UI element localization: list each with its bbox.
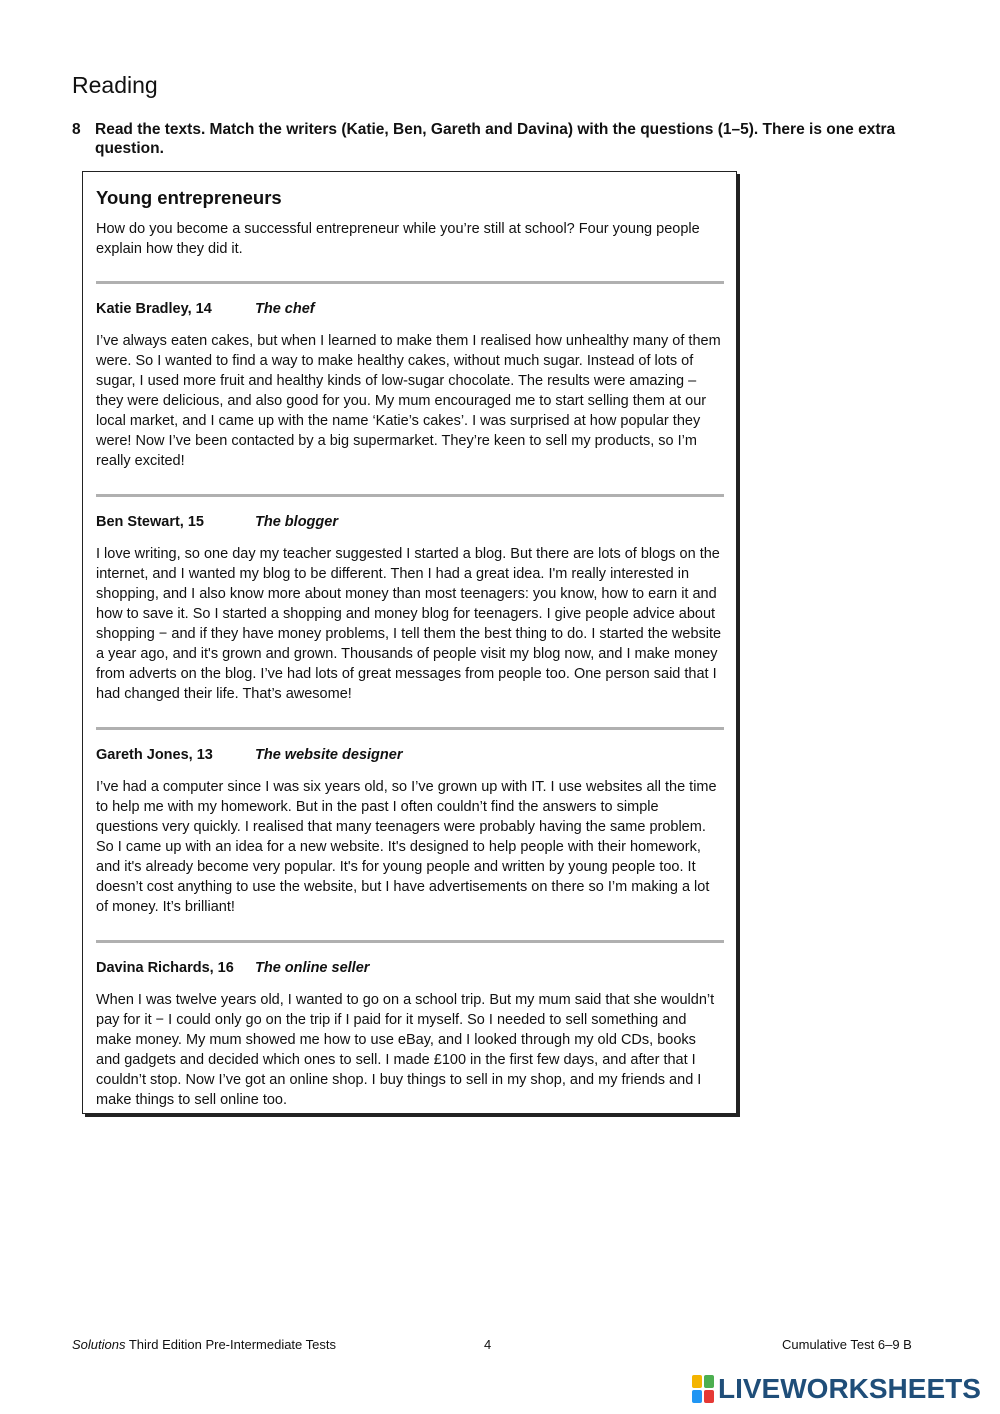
article-intro: How do you become a successful entrepreneur while you’re still at school? Four young people explain how they did it. [96,221,700,257]
footer-page-number: 4 [484,1337,492,1352]
liveworksheets-logo[interactable] [692,1373,981,1405]
writer-role: The website designer [255,747,403,763]
writer-text-davina: When I was twelve years old, I wanted to go on a school trip. But my mum said that she wouldn’t pay for it − I could only go on the trip if I paid for it myself. So I needed to sell something and make money. My mum showed me how to use eBay, and I looked through my old CDs, books and gadgets and decided which ones to sell. I made £100 in the first few days, and after that I couldn’t stop. Now I’ve got an online shop. I buy things to sell in my shop, and my friends and I make things to sell online too. [96,992,715,1108]
divider [96,727,724,730]
writer-heading-gareth [96,746,724,764]
exercise-instruction [72,120,902,158]
logo-square-green [704,1375,714,1388]
divider [96,494,724,497]
footer-test-name: Cumulative Test 6–9 B [782,1337,912,1352]
writer-text-katie: I’ve always eaten cakes, but when I learned to make them I realised how unhealthy many of them were. So I wanted to find a way to make healthy cakes, without much sugar. Instead of lots of sugar, I used more fruit and healthy kinds of low-sugar chocolate. The results were amazing – they were delicious, and also good for you. My mum encouraged me to start selling them at our local market, and I came up with the name ‘Katie’s cakes’. I was surprised at how popular they were! Now I’ve been contacted by a big supermarket. They’re keen to sell my products, so I’m really excited! [96,333,721,469]
writer-name: Ben Stewart, 15 [96,514,204,530]
divider [96,940,724,943]
logo-square-red [704,1390,714,1403]
exercise-instruction-text: Read the texts. Match the writers (Katie, Ben, Gareth and Davina) with the questions (1–5). There is one extra question. [95,121,896,157]
article-title: Young entrepreneurs [96,187,282,208]
writer-text-ben: I love writing, so one day my teacher suggested I started a blog. But there are lots of blogs on the internet, and I wanted my blog to be different. Then I had a great idea. I'm really interested in shopping, and I also know more about money than most teenagers: you know, how to earn it and how to save it. So I started a shopping and money blog for teenagers. I give people advice about shopping − and if they have money problems, I tell them the best thing to do. I started the website a year ago, and it's grown and grown. Thousands of people visit my blog now, and I make money from adverts on the blog. I’ve had lots of great messages from people too. One person said that I had changed their life. That’s awesome! [96,546,722,702]
divider [96,281,724,284]
footer-book-title-italic: Solutions [72,1337,126,1352]
writer-role: The chef [255,301,315,317]
writer-name: Katie Bradley, 14 [96,301,212,317]
footer-book-title [72,1337,336,1352]
writer-heading-davina [96,959,724,977]
writer-heading-katie [96,300,724,318]
logo-square-yellow [692,1375,702,1388]
liveworksheets-logo-icon [692,1375,714,1403]
writer-name: Davina Richards, 16 [96,960,234,976]
writer-role: The online seller [255,960,370,976]
writer-name: Gareth Jones, 13 [96,747,213,763]
writer-heading-ben [96,513,724,531]
article-box [82,171,737,1114]
liveworksheets-logo-text: LIVEWORKSHEETS [718,1373,981,1404]
writer-role: The blogger [255,514,338,530]
writer-text-gareth: I’ve had a computer since I was six years old, so I’ve grown up with IT. I use websites all the time to help me with my homework. But in the past I often couldn’t find the answers to simple questions very quickly. I realised that many teenagers were probably having the same problem. So I came up with an idea for a new website. It's designed to help people with their homework, and it's already become very popular. It's for young people and written by young people too. It doesn’t cost anything to use the website, but I have advertisements on there so I’m making a lot of money. It’s brilliant! [96,779,717,915]
logo-square-blue [692,1390,702,1403]
exercise-number: 8 [72,121,81,138]
footer-book-title-rest: Third Edition Pre-Intermediate Tests [125,1337,336,1352]
section-title: Reading [72,72,158,98]
